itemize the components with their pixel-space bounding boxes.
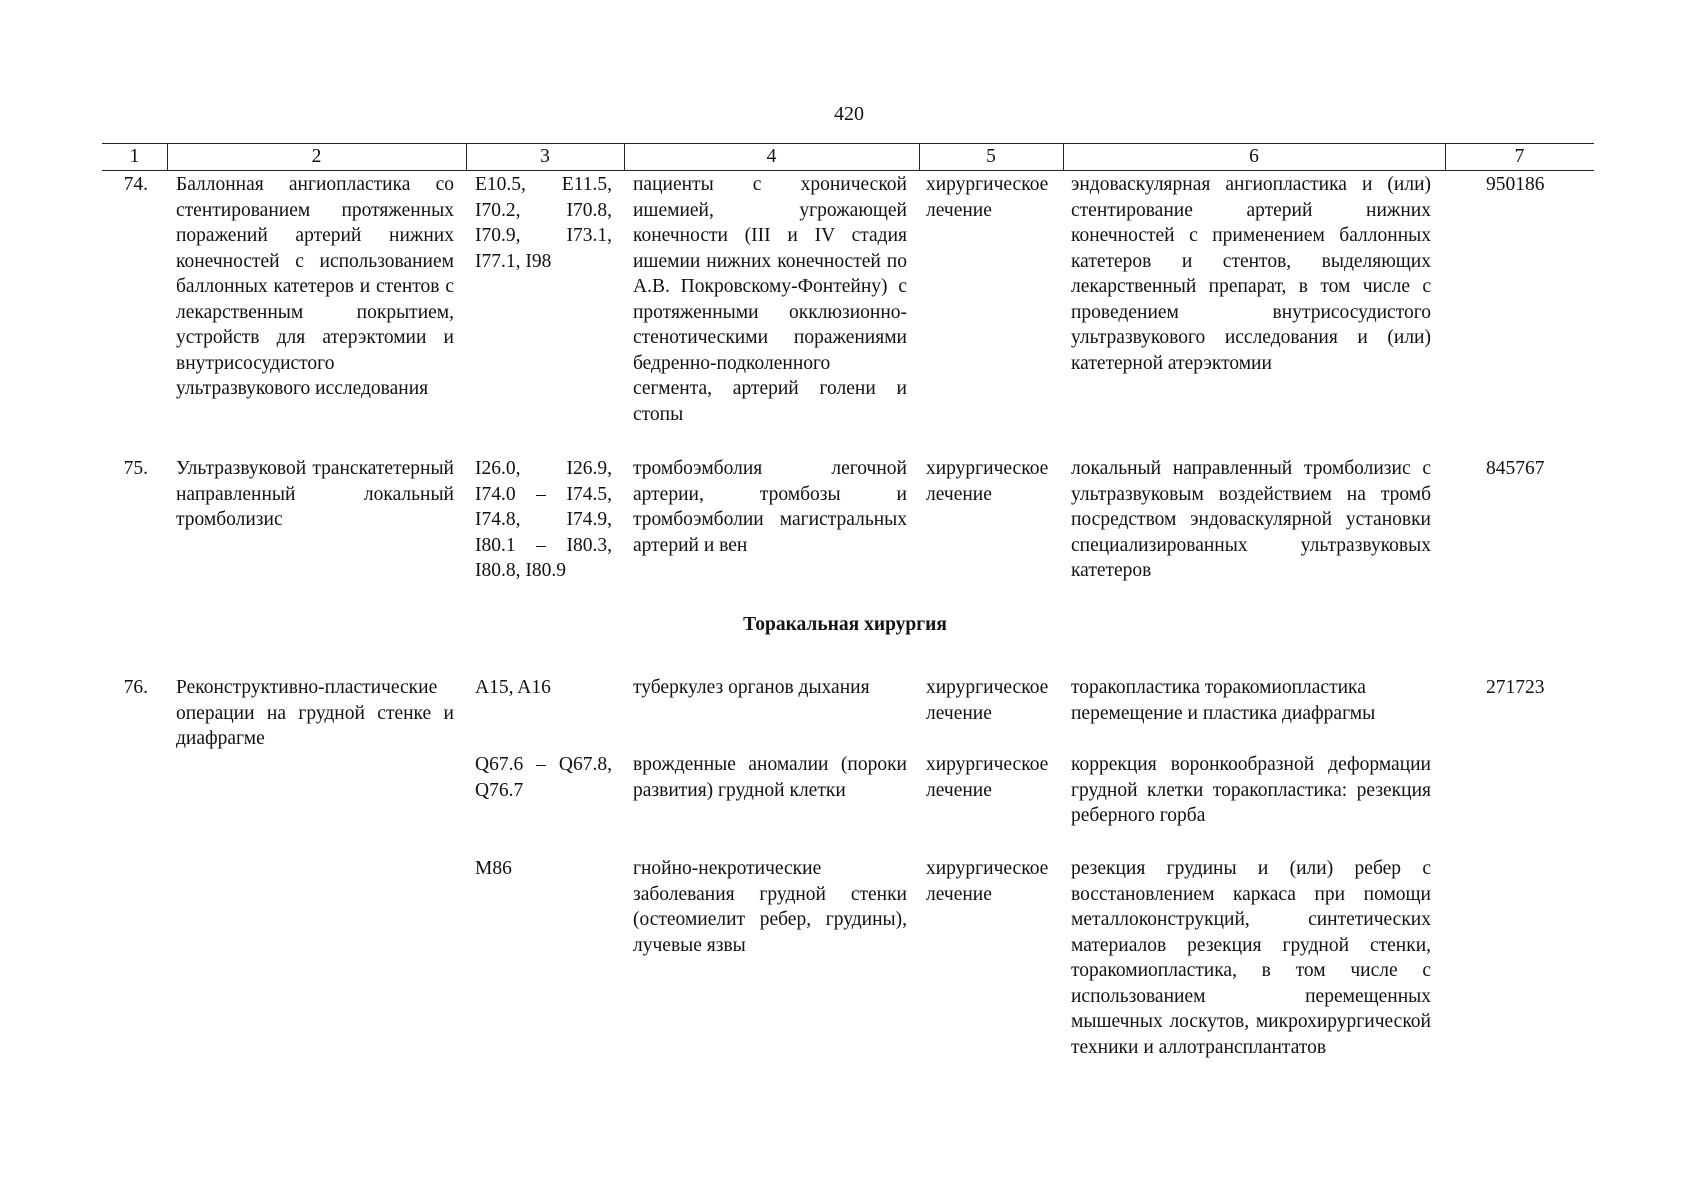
header-col-2: 2	[311, 146, 322, 167]
treatment-type: хирургическое лечение	[926, 754, 1049, 801]
patient-model: тромбоэмболия легочной артерии, тромбозы и тромбоэмболии магистральных артерий и вен	[633, 458, 907, 556]
treatment-method: локальный направленный тромболизис с ультразвуковым воздействием на тромб посредством эндоваскулярной установки специализированных ультразвуковых катетеров	[1071, 458, 1431, 581]
cost-value: 845767	[1486, 458, 1545, 479]
cost-value: 950186	[1486, 174, 1545, 195]
header-col-3: 3	[540, 146, 550, 167]
header-col-7: 7	[1514, 146, 1525, 167]
header-col-5: 5	[986, 146, 996, 167]
header-col-6: 6	[1249, 146, 1259, 167]
cost-value: 271723	[1486, 677, 1545, 698]
patient-model: пациенты с хронической ишемией, угрожающей конечности (III и IV стадия ишемии нижних конечностей по А.В. Покровскому-Фонтейну) с протяженными окклюзионно-стенотическими поражениями бедренно-подколенного сегмента, артерий голени и стопы	[633, 174, 907, 425]
treatment-type: хирургическое лечение	[926, 858, 1049, 905]
icd-codes: Q67.6 – Q67.8, Q76.7	[475, 754, 612, 801]
icd-codes: E10.5, E11.5, I70.2, I70.8, I70.9, I73.1, I77.1, I98	[475, 174, 612, 272]
icd-codes: M86	[475, 858, 512, 879]
table-header-row	[102, 143, 1594, 171]
icd-codes: I26.0, I26.9, I74.0 – I74.5, I74.8, I74.9, I80.1 – I80.3, I80.8, I80.9	[475, 458, 612, 581]
row-number: 74.	[123, 174, 148, 195]
header-col-4: 4	[766, 146, 777, 167]
row-number: 75.	[123, 458, 148, 479]
patient-model: гнойно-некротические заболевания грудной стенки (остеомиелит ребер, грудины), лучевые язвы	[633, 858, 907, 956]
treatment-method: резекция грудины и (или) ребер с восстановлением каркаса при помощи металлоконструкций, синтетических материалов резекция грудной стенки, торакомиопластика, в том числе с использованием перемещенных мышечных лоскутов, микрохирургической техники и аллотрансплантатов	[1071, 858, 1431, 1058]
treatment-method: коррекция воронкообразной деформации грудной клетки торакопластика: резекция реберного горба	[1071, 754, 1431, 826]
section-title: Торакальная хирургия	[743, 614, 947, 635]
header-col-1: 1	[129, 146, 140, 167]
page-number: 420	[834, 103, 864, 125]
patient-model: врожденные аномалии (пороки развития) грудной клетки	[633, 754, 907, 801]
treatment-type: хирургическое лечение	[926, 677, 1049, 724]
treatment-type: хирургическое лечение	[926, 458, 1049, 505]
treatment-type: хирургическое лечение	[926, 174, 1049, 221]
procedure-name: Ультразвуковой транскатетерный направленный локальный тромболизис	[176, 458, 454, 530]
row-number: 76.	[123, 677, 148, 698]
treatment-method: торакопластика торакомиопластика перемещение и пластика диафрагмы	[1071, 677, 1376, 724]
icd-codes: A15, A16	[475, 677, 551, 698]
procedure-name: Баллонная ангиопластика со стентированием протяженных поражений артерий нижних конечностей с использованием баллонных катетеров и стентов с лекарственным покрытием, устройств для атерэктомии и внутрисосудистого ультразвукового исследования	[176, 174, 454, 399]
patient-model: туберкулез органов дыхания	[633, 677, 870, 698]
procedure-name: Реконструктивно-пластические операции на грудной стенке и диафрагме	[176, 677, 454, 749]
treatment-method: эндоваскулярная ангиопластика и (или) стентирование артерий нижних конечностей с применением баллонных катетеров и стентов, выделяющих лекарственный препарат, в том числе с проведением внутрисосудистого ультразвукового исследования и (или) катетерной атерэктомии	[1071, 174, 1431, 374]
